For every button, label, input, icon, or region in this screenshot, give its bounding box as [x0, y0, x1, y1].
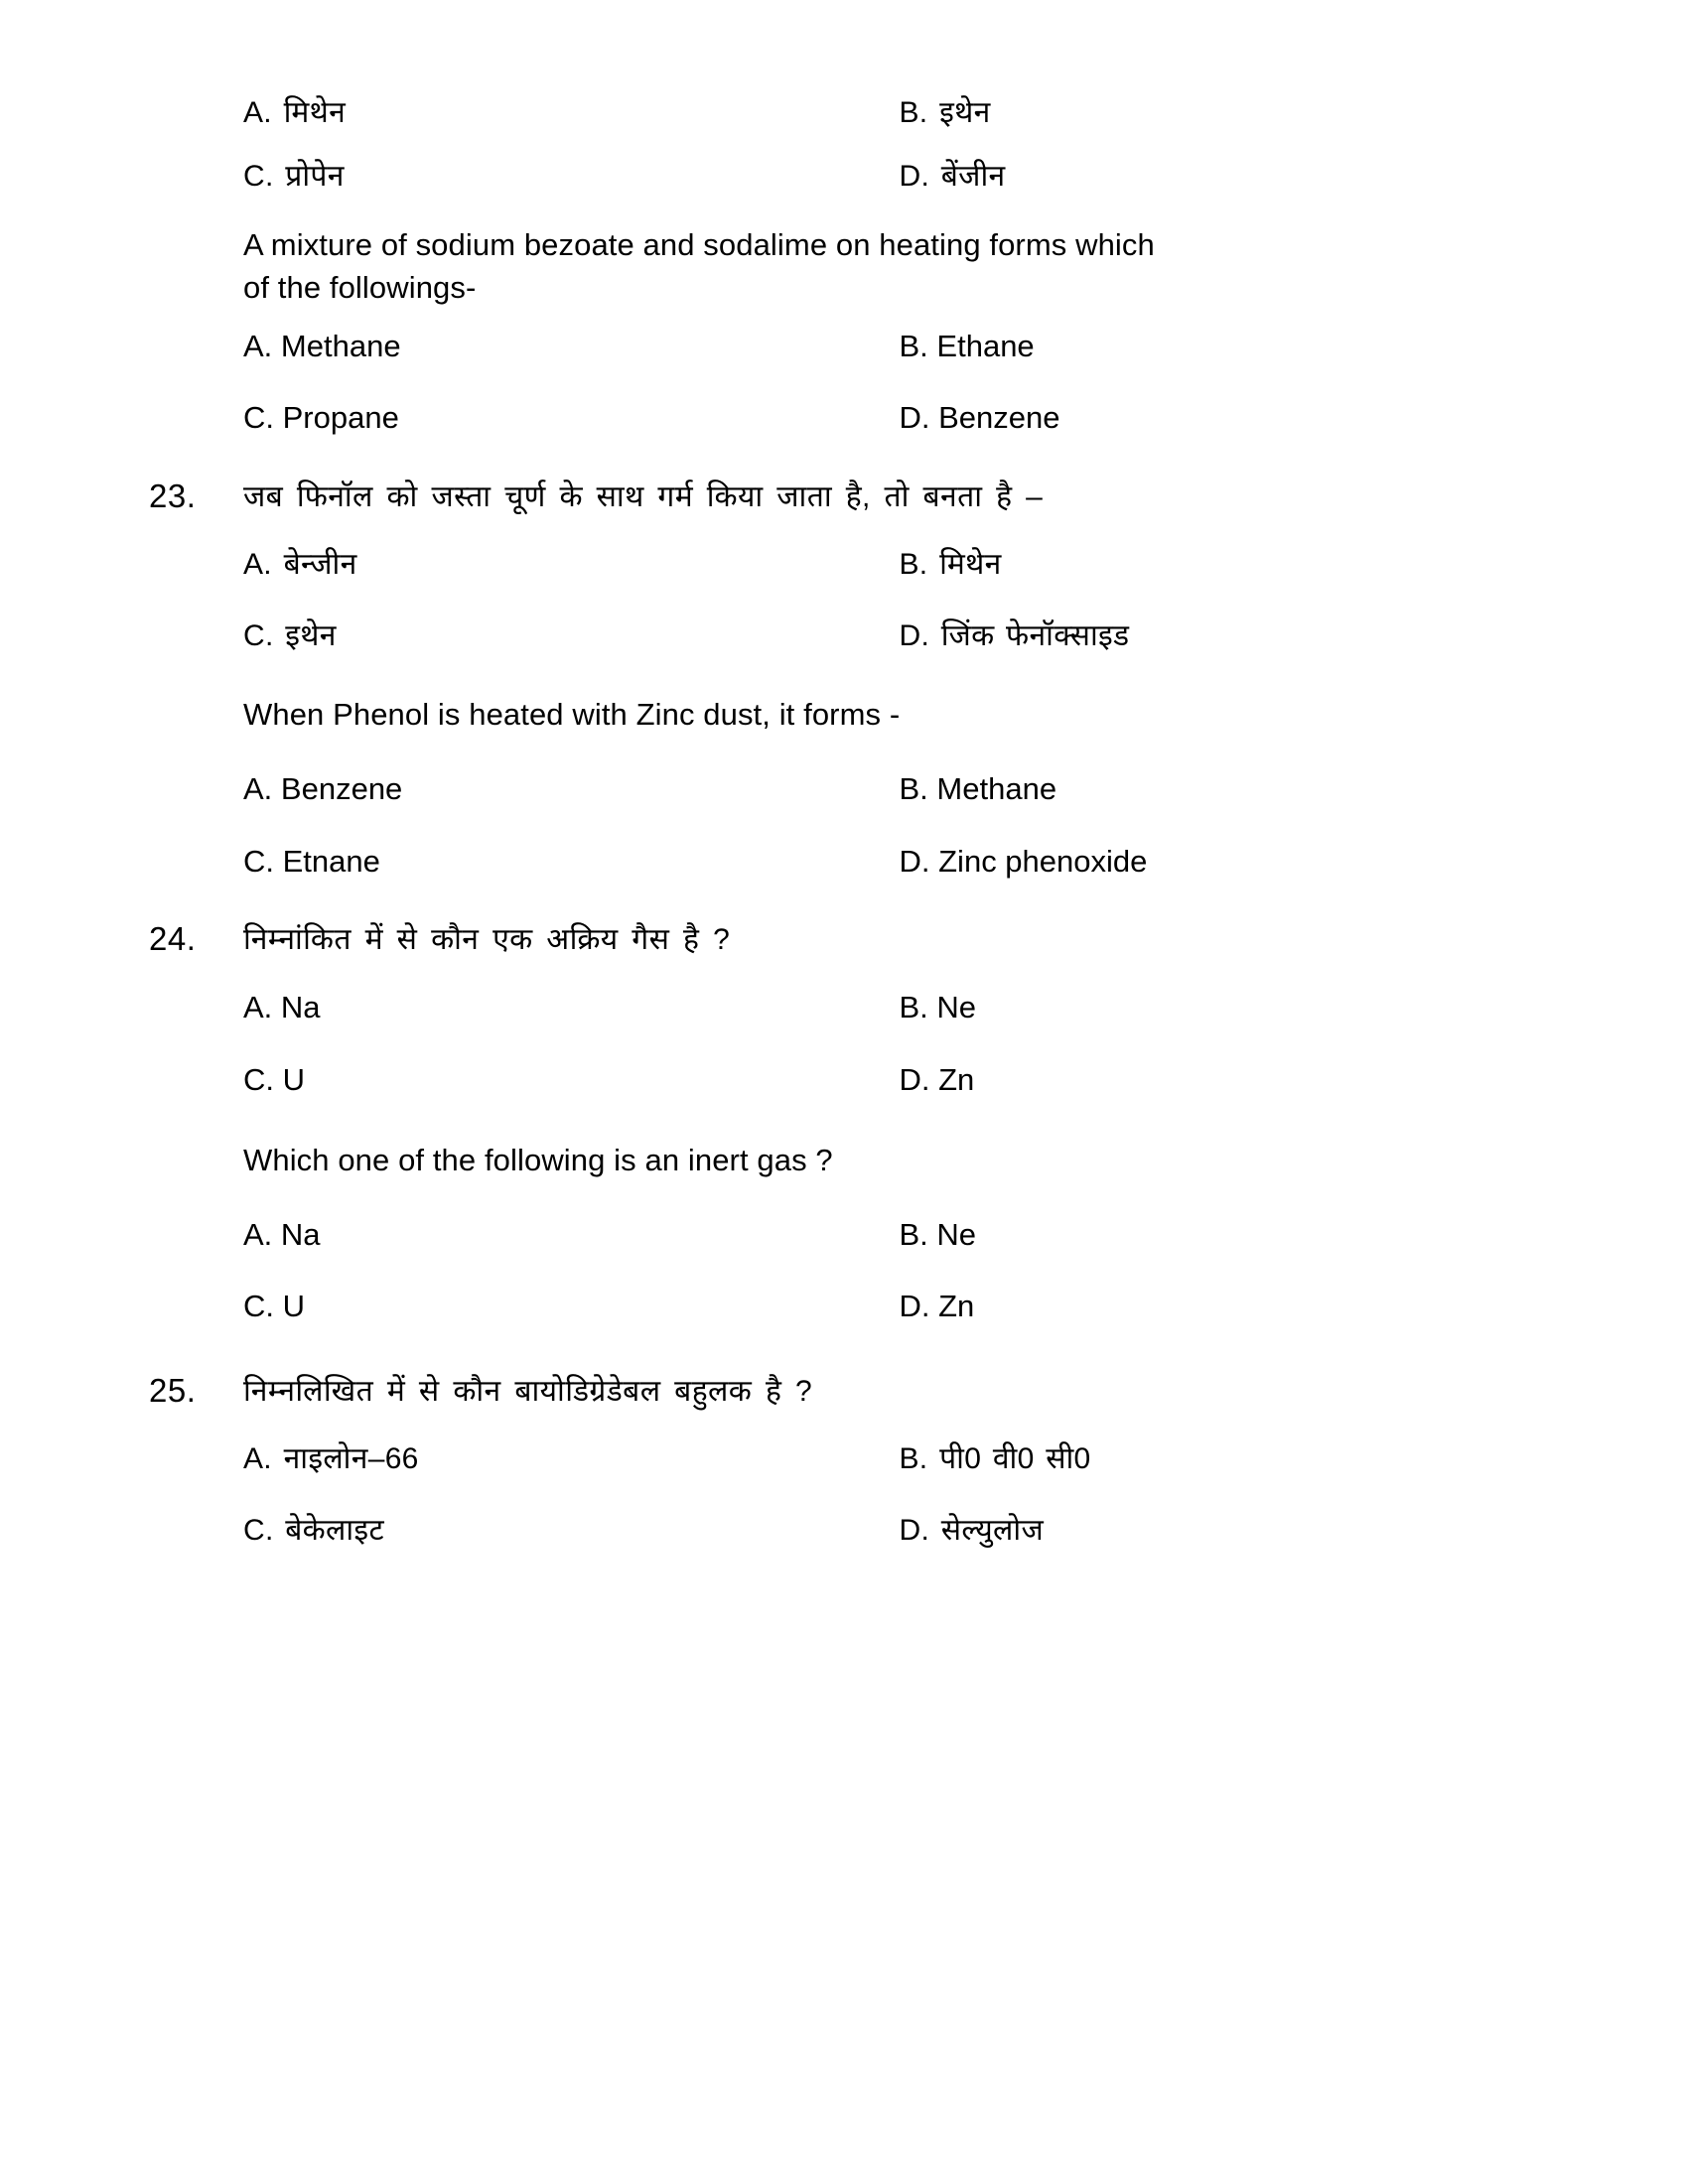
option-text: मिथेन	[939, 548, 1002, 582]
option-text: नाइलोन–66	[283, 1442, 419, 1476]
option-c[interactable]	[243, 1512, 892, 1550]
q23-hindi-options	[149, 546, 1539, 654]
option-c[interactable]	[243, 399, 892, 438]
option-b[interactable]	[892, 546, 1540, 584]
option-b[interactable]	[892, 1216, 1540, 1255]
q24-english-question	[149, 1140, 1539, 1182]
option-d[interactable]	[892, 1061, 1540, 1100]
option-key: B.	[899, 770, 928, 806]
option-text: Na	[280, 990, 321, 1025]
option-key: D.	[899, 159, 930, 193]
option-key: D.	[899, 1513, 930, 1547]
q24-hindi-question-row	[149, 920, 1539, 959]
option-text: Propane	[282, 400, 399, 436]
option-row	[243, 1061, 1539, 1100]
option-row	[243, 399, 1539, 438]
option-text: Zinc phenoxide	[938, 843, 1148, 879]
option-key: B.	[899, 96, 928, 129]
option-key: B.	[899, 548, 928, 582]
option-text: प्रोपेन	[285, 159, 345, 193]
question-block-25	[149, 1372, 1539, 1549]
option-row	[243, 1288, 1539, 1326]
option-row	[243, 989, 1539, 1027]
option-row	[243, 1216, 1539, 1255]
option-c[interactable]	[243, 1061, 892, 1100]
option-a[interactable]	[243, 1216, 892, 1255]
question-text: जब फिनॉल को जस्ता चूर्ण के साथ गर्म किया जाता है, तो बनता है –	[243, 480, 1044, 514]
option-text: Methane	[936, 770, 1057, 806]
option-text: Ne	[936, 990, 977, 1025]
option-text: सेल्युलोज	[940, 1513, 1045, 1547]
question-block-24	[149, 920, 1539, 1326]
option-row	[243, 546, 1539, 584]
option-key: A.	[243, 770, 273, 806]
q24-english-options	[149, 1216, 1539, 1327]
option-key: A.	[243, 1216, 273, 1252]
option-text: बेकेलाइट	[285, 1513, 384, 1547]
option-row	[243, 328, 1539, 366]
option-text: Ethane	[936, 328, 1035, 363]
option-d[interactable]	[892, 158, 1540, 196]
question-number: 24.	[149, 920, 197, 958]
question-text: निम्नांकित में से कौन एक अक्रिय गैस है ?	[243, 923, 731, 957]
option-row	[243, 1512, 1539, 1550]
question-line-1: A mixture of sodium bezoate and sodalime on heating forms which	[243, 227, 1155, 262]
q24-hindi-options	[149, 989, 1539, 1100]
option-row	[243, 770, 1539, 809]
option-key: A.	[243, 548, 272, 582]
option-text: पी0 वी0 सी0	[939, 1442, 1091, 1476]
option-row	[243, 843, 1539, 882]
option-key: A.	[243, 1442, 272, 1476]
option-text: U	[282, 1062, 306, 1098]
option-c[interactable]	[243, 158, 892, 196]
option-d[interactable]	[892, 617, 1540, 655]
question-line-2: of the followings-	[243, 269, 477, 305]
option-key: C.	[243, 618, 274, 652]
option-d[interactable]	[892, 1288, 1540, 1326]
option-row	[243, 617, 1539, 655]
option-text: U	[282, 1289, 306, 1324]
option-key: C.	[243, 843, 274, 879]
option-c[interactable]	[243, 843, 892, 882]
q22-hindi-options	[149, 94, 1539, 195]
option-b[interactable]	[892, 1440, 1540, 1478]
question-block-22-continuation	[149, 94, 1539, 438]
option-a[interactable]	[243, 546, 892, 584]
option-text: इथेन	[285, 618, 337, 652]
option-key: C.	[243, 1513, 274, 1547]
option-key: D.	[899, 400, 930, 436]
option-key: A.	[243, 990, 273, 1025]
option-text: जिंक फेनॉक्साइड	[940, 618, 1130, 652]
option-key: C.	[243, 1062, 274, 1098]
question-number: 25.	[149, 1372, 197, 1410]
option-a[interactable]	[243, 989, 892, 1027]
option-key: B.	[899, 1442, 928, 1476]
option-b[interactable]	[892, 328, 1540, 366]
option-key: D.	[899, 843, 930, 879]
option-text: Methane	[280, 328, 401, 363]
option-text: बेंजीन	[940, 159, 1006, 193]
option-c[interactable]	[243, 617, 892, 655]
option-d[interactable]	[892, 1512, 1540, 1550]
question-block-23	[149, 478, 1539, 881]
option-key: D.	[899, 1289, 930, 1324]
question-text: When Phenol is heated with Zinc dust, it forms -	[243, 697, 901, 733]
q25-hindi-question-row	[149, 1372, 1539, 1411]
option-key: C.	[243, 159, 274, 193]
option-text: Benzene	[938, 400, 1060, 436]
option-key: C.	[243, 1289, 274, 1324]
option-key: D.	[899, 1062, 930, 1098]
option-text: Zn	[938, 1289, 975, 1324]
option-text: Ne	[936, 1216, 977, 1252]
option-text: बेन्जीन	[283, 548, 357, 582]
question-text: Which one of the following is an inert gas ?	[243, 1142, 833, 1177]
q23-english-options	[149, 770, 1539, 882]
q23-english-question	[149, 694, 1539, 737]
q22-english-question	[149, 224, 1539, 310]
option-text: Benzene	[280, 770, 403, 806]
option-b[interactable]	[892, 94, 1540, 132]
option-key: B.	[899, 990, 928, 1025]
option-key: B.	[899, 328, 928, 363]
option-a[interactable]	[243, 328, 892, 366]
option-key: B.	[899, 1216, 928, 1252]
option-text: Etnane	[282, 843, 380, 879]
option-key: D.	[899, 618, 930, 652]
option-text: इथेन	[939, 96, 991, 129]
option-key: A.	[243, 328, 273, 363]
option-b[interactable]	[892, 989, 1540, 1027]
option-text: Zn	[938, 1062, 975, 1098]
option-key: A.	[243, 96, 272, 129]
option-row	[243, 158, 1539, 196]
option-text: मिथेन	[283, 96, 347, 129]
q23-hindi-question-row	[149, 478, 1539, 516]
option-key: C.	[243, 400, 274, 436]
option-d[interactable]	[892, 399, 1540, 438]
option-a[interactable]	[243, 94, 892, 132]
option-text: Na	[280, 1216, 321, 1252]
option-row	[243, 94, 1539, 132]
q22-english-options	[149, 328, 1539, 439]
option-a[interactable]	[243, 770, 892, 809]
q25-hindi-options	[149, 1440, 1539, 1549]
option-b[interactable]	[892, 770, 1540, 809]
question-text: निम्नलिखित में से कौन बायोडिग्रेडेबल बहुलक है ?	[243, 1375, 813, 1409]
option-row	[243, 1440, 1539, 1478]
option-a[interactable]	[243, 1440, 892, 1478]
question-number: 23.	[149, 478, 197, 515]
option-c[interactable]	[243, 1288, 892, 1326]
option-d[interactable]	[892, 843, 1540, 882]
